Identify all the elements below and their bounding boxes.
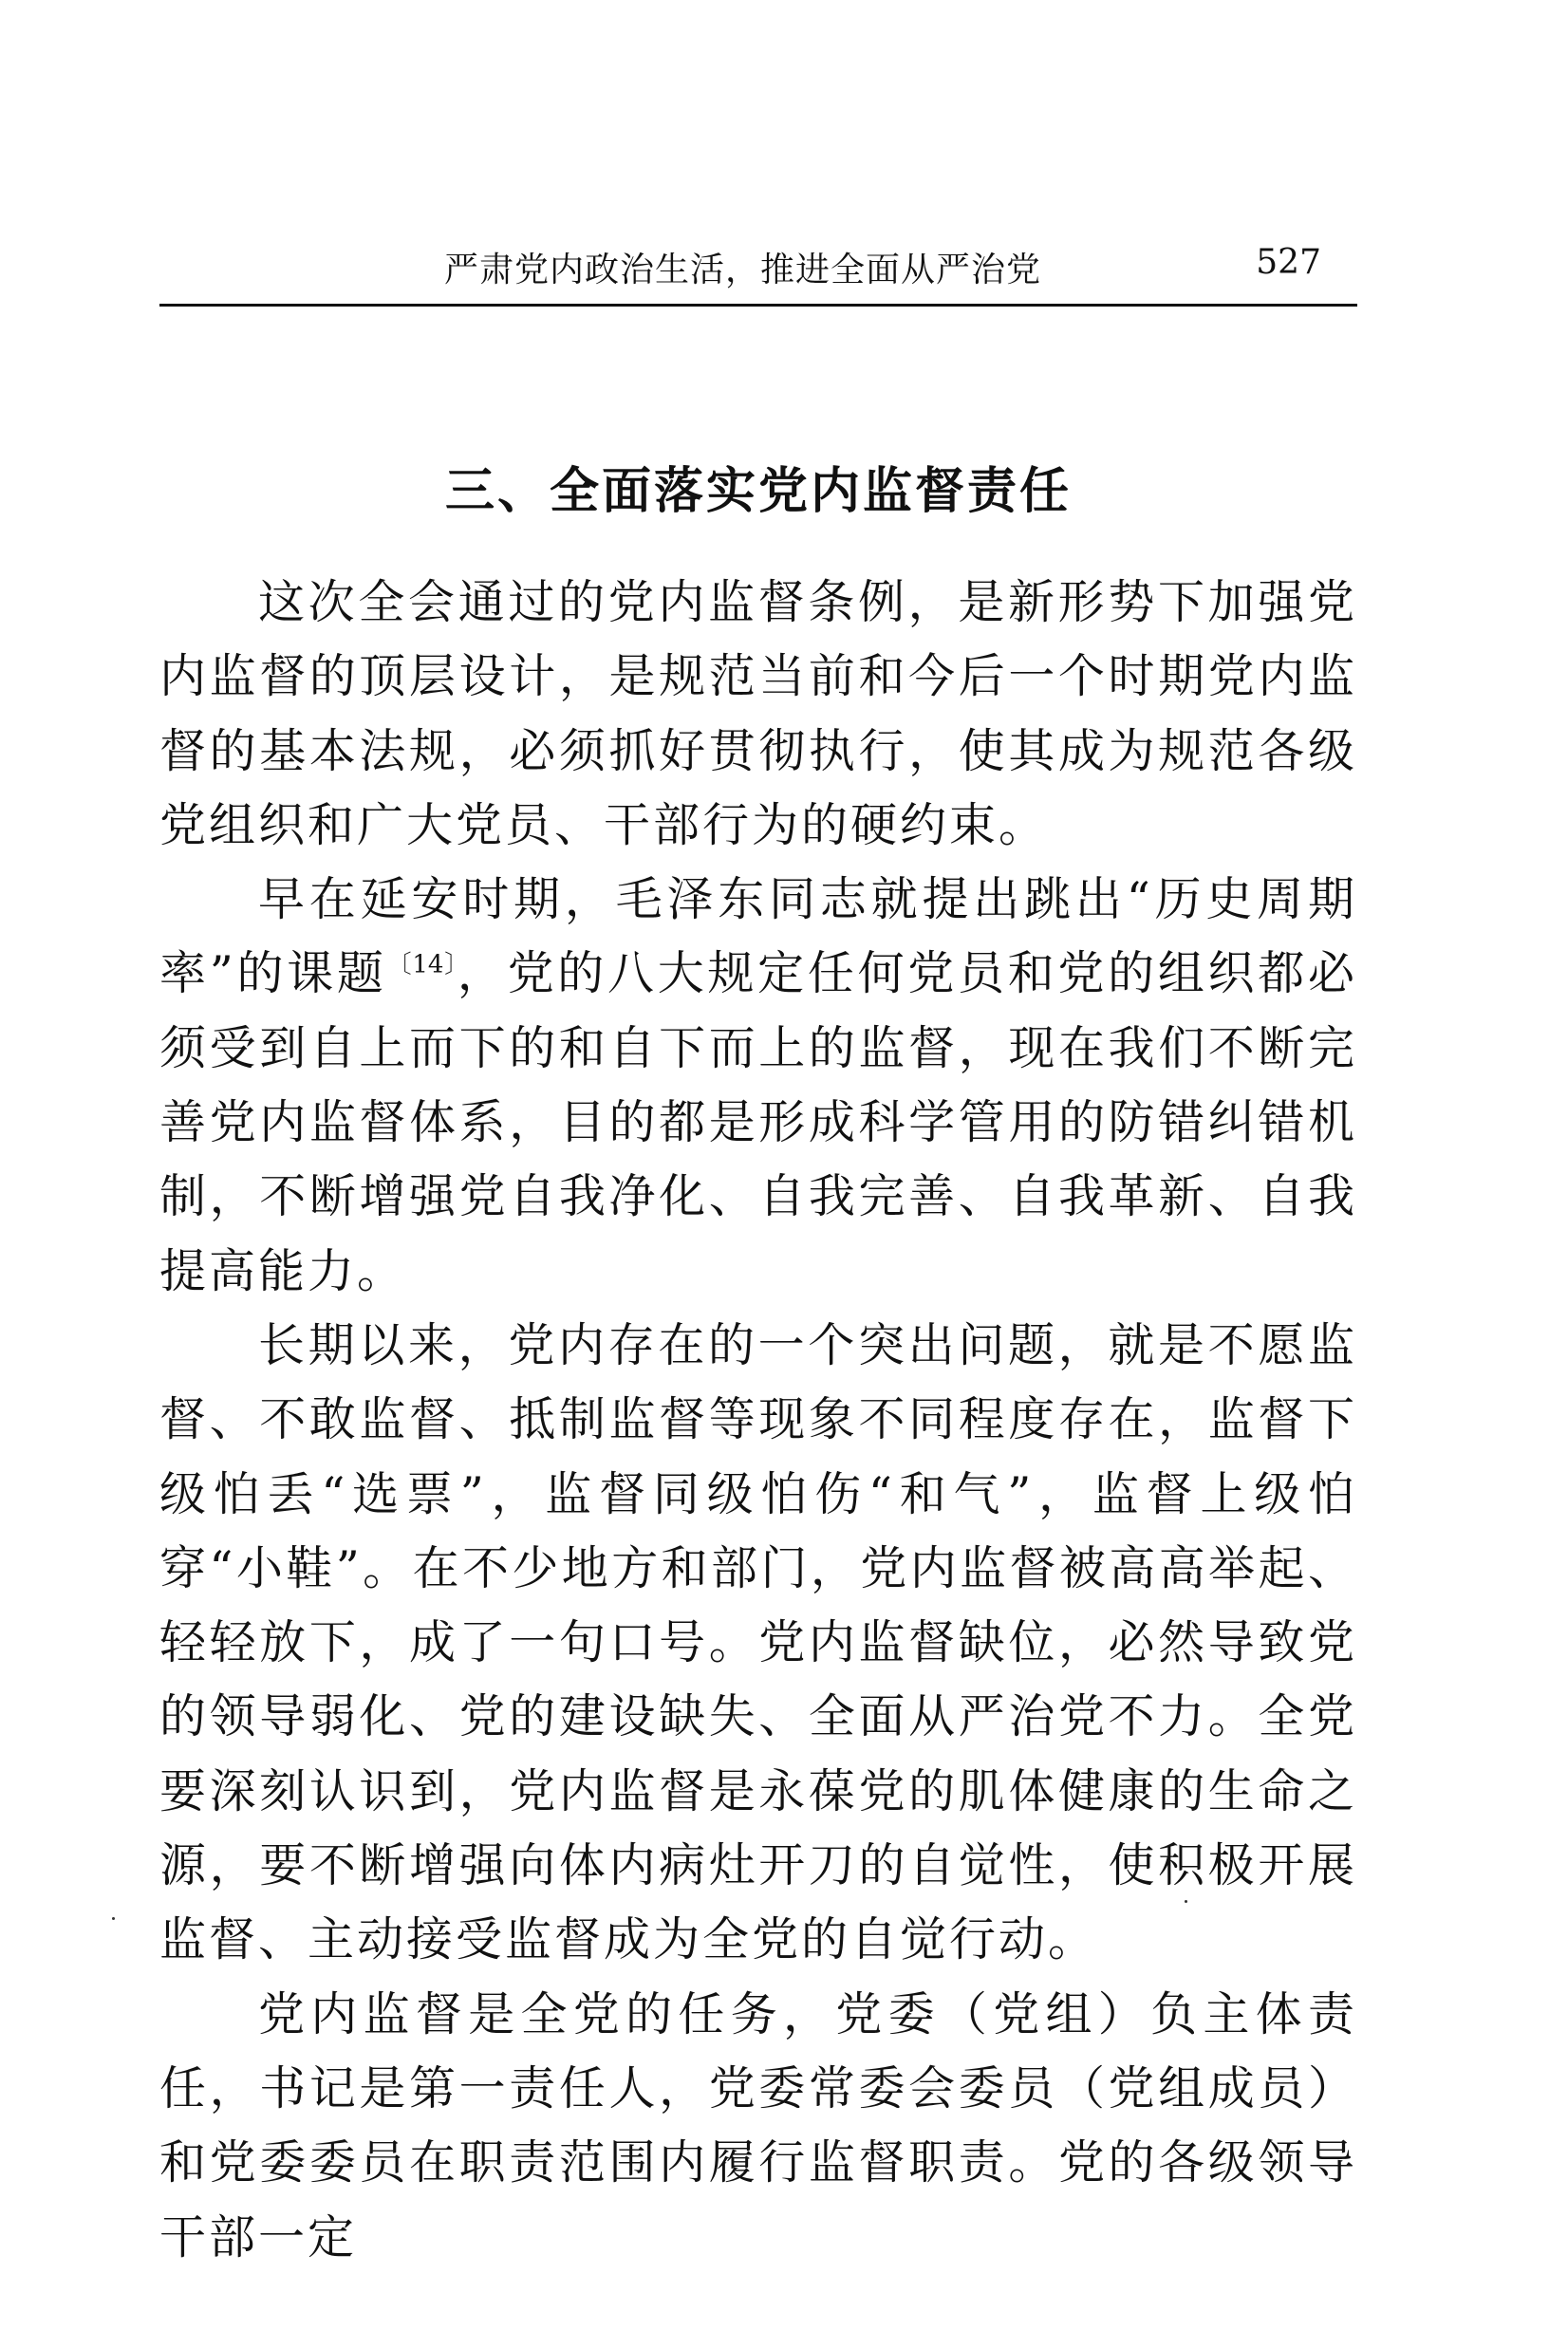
- running-title: 严肃党内政治生活，推进全面从严治党: [444, 251, 1042, 289]
- paragraph-text: 早在延安时期，毛泽东同志就提出跳出“历史周期率”的课题: [159, 872, 1357, 1001]
- paragraph-text: ，党的八大规定任何党员和党的组织都必须受到自上而下的和自下而上的监督，现在我们不断完善党内监督体系，目的都是形成科学管用的防错纠错机制，不断增强党自我净化、自我完善、自我革新、自我提高能力。: [159, 946, 1357, 1298]
- section-title: 三、全面落实党内监督责任: [444, 462, 1072, 520]
- body-text: [159, 566, 1357, 2275]
- footnote-reference: 〔14〕: [386, 951, 457, 980]
- header-rule: [159, 304, 1357, 307]
- paragraph: [159, 863, 1357, 1309]
- page-number: 527: [1256, 243, 1321, 282]
- scan-speck: [1185, 1900, 1187, 1903]
- paragraph: 长期以来，党内存在的一个突出问题，就是不愿监督、不敢监督、抵制监督等现象不同程度存在，监督下级怕丢“选票”，监督同级怕伤“和气”，监督上级怕穿“小鞋”。在不少地方和部门，党内监督被高高举起、轻轻放下，成了一句口号。党内监督缺位，必然导致党的领导弱化、党的建设缺失、全面从严治党不力。全党要深刻认识到，党内监督是永葆党的肌体健康的生命之源，要不断增强向体内病灶开刀的自觉性，使积极开展监督、主动接受监督成为全党的自觉行动。: [159, 1317, 1357, 1967]
- scan-speck: [112, 1917, 115, 1920]
- paragraph: 党内监督是全党的任务，党委（党组）负主体责任，书记是第一责任人，党委常委会委员（党组成员）和党委委员在职责范围内履行监督职责。党的各级领导干部一定: [159, 1986, 1357, 2264]
- running-header: [159, 235, 1357, 307]
- paragraph: 这次全会通过的党内监督条例，是新形势下加强党内监督的顶层设计，是规范当前和今后一个时期党内监督的基本法规，必须抓好贯彻执行，使其成为规范各级党组织和广大党员、干部行为的硬约束。: [159, 575, 1357, 852]
